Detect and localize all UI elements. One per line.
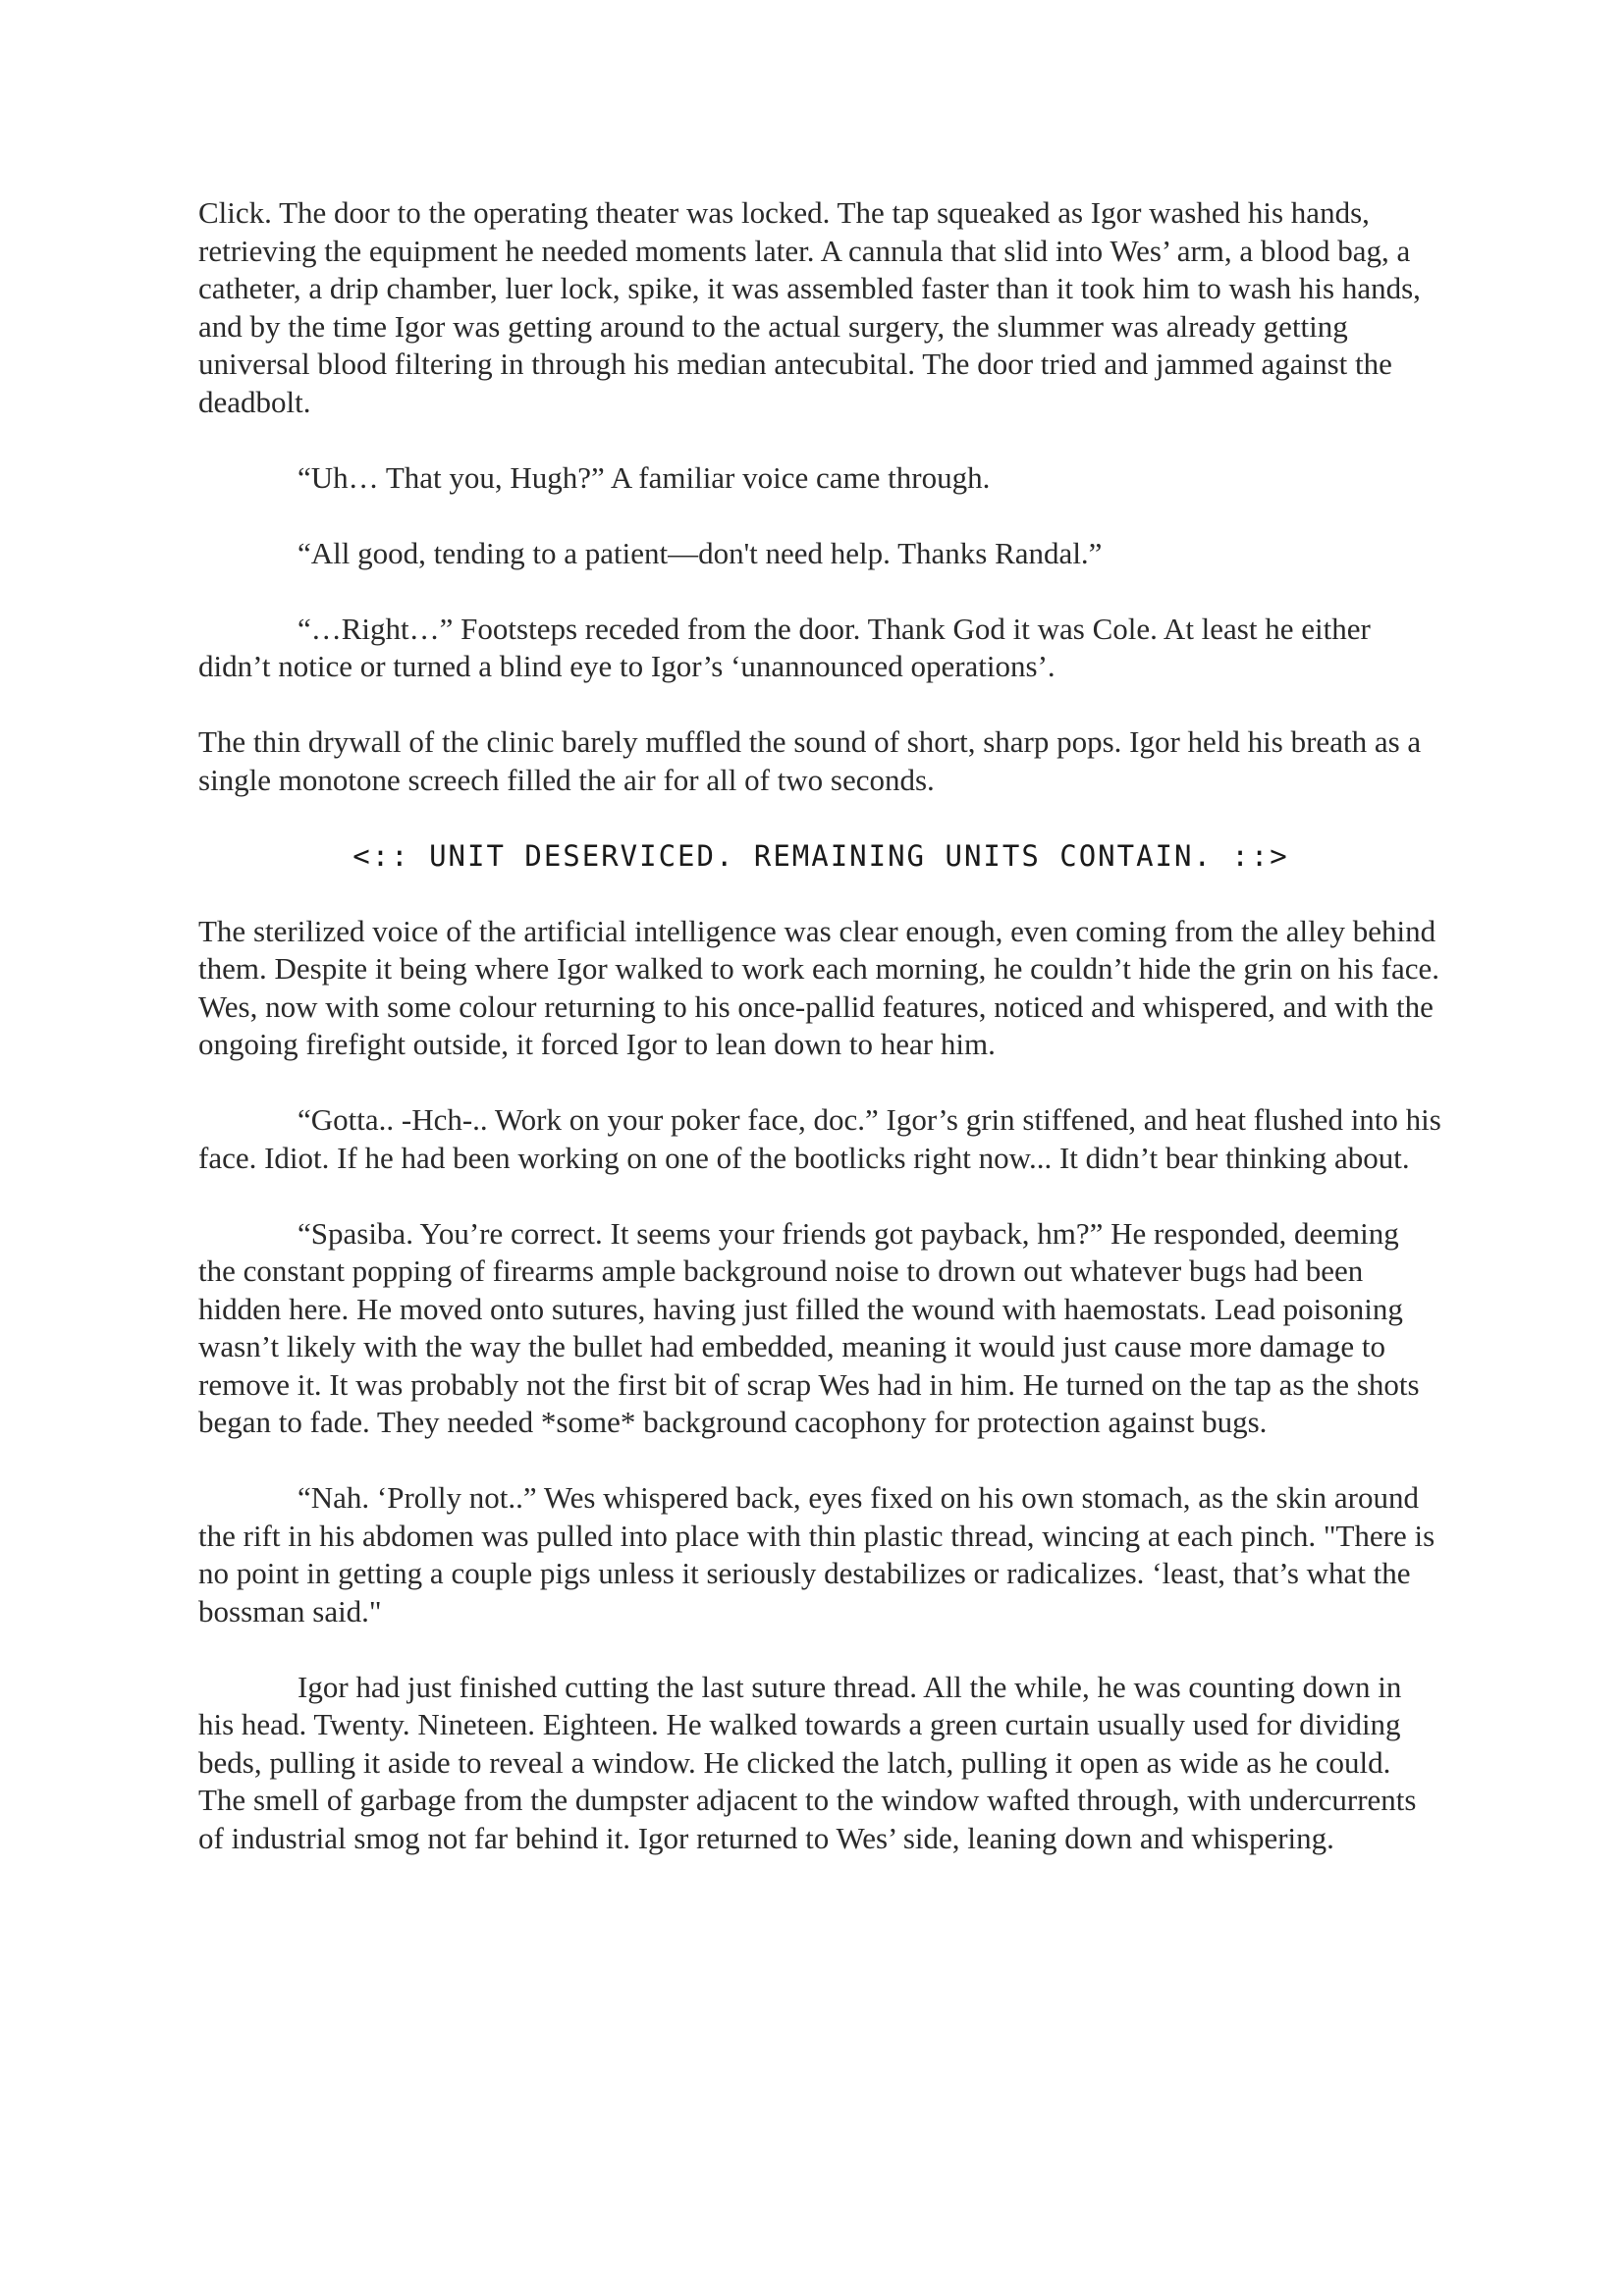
paragraph-spasiba: “Spasiba. You’re correct. It seems your friends got payback, hm?” He responded, deeming the constant popping of firearms ample background noise to drown out whatever bugs had been hidden here. He moved onto sutures, having just filled the wound with haemostats. Lead poisoning wasn’t likely with the way the bullet had embedded, meaning it would just cause more damage to remove it. It was probably not the first bit of scrap Wes had in him. He turned on the tap as the shots began to fade. They needed *some* background cacophony for protection against bugs. [198, 1215, 1420, 1439]
document-page [198, 194, 1443, 1896]
paragraph-door-locked: Click. The door to the operating theater was locked. The tap squeaked as Igor washed his hands, retrieving the equipment he needed moments later. A cannula that slid into Wes’ arm, a blood bag, a catheter, a drip chamber, luer lock, spike, it was assembled faster than it took him to wash his hands, and by the time Igor was getting around to the actual surgery, the slummer was already getting universal blood filtering in through his median antecubital. The door tried and jammed against the deadbolt. [198, 195, 1421, 419]
paragraph-suture-thread: Igor had just finished cutting the last suture thread. All the while, he was counting down in his head. Twenty. Nineteen. Eighteen. He walked towards a green curtain usually used for dividing beds, pulling it aside to reveal a window. He clicked the latch, pulling it open as wide as he could. The smell of garbage from the dumpster adjacent to the window wafted through, with undercurrents of industrial smog not far behind it. Igor returned to Wes’ side, leaning down and whispering. [198, 1669, 1417, 1855]
ai-announcement: <:: UNIT DESERVICED. REMAINING UNITS CONTAIN. ::> [352, 838, 1289, 873]
paragraph-footsteps-receded: “…Right…” Footsteps receded from the door. Thank God it was Cole. At least he either didn’t notice or turned a blind eye to Igor’s ‘unannounced operations’. [198, 611, 1371, 683]
paragraph-prolly-not: “Nah. ‘Prolly not..” Wes whispered back, eyes fixed on his own stomach, as the skin around the rift in his abdomen was pulled into place with thin plastic thread, wincing at each pinch. "There is no point in getting a couple pigs unless it seriously destabilizes or radicalizes. ‘least, that’s what the bossman said." [198, 1480, 1435, 1629]
paragraph-poker-face: “Gotta.. -Hch-.. Work on your poker face, doc.” Igor’s grin stiffened, and heat flushed into his face. Idiot. If he had been working on one of the bootlicks right now... It didn’t bear thinking about. [198, 1102, 1441, 1175]
paragraph-drywall-pops: The thin drywall of the clinic barely muffled the sound of short, sharp pops. Igor held his breath as a single monotone screech filled the air for all of two seconds. [198, 724, 1422, 797]
paragraph-tending-patient: “All good, tending to a patient—don't need help. Thanks Randal.” [298, 535, 1103, 570]
paragraph-familiar-voice: “Uh… That you, Hugh?” A familiar voice came through. [298, 459, 991, 495]
paragraph-sterilized-voice: The sterilized voice of the artificial intelligence was clear enough, even coming from the alley behind them. Despite it being where Igor walked to work each morning, he couldn’t hide the grin on his face. Wes, now with some colour returning to his once-pallid features, noticed and whispered, and with the ongoing firefight outside, it forced Igor to lean down to hear him. [198, 913, 1440, 1061]
